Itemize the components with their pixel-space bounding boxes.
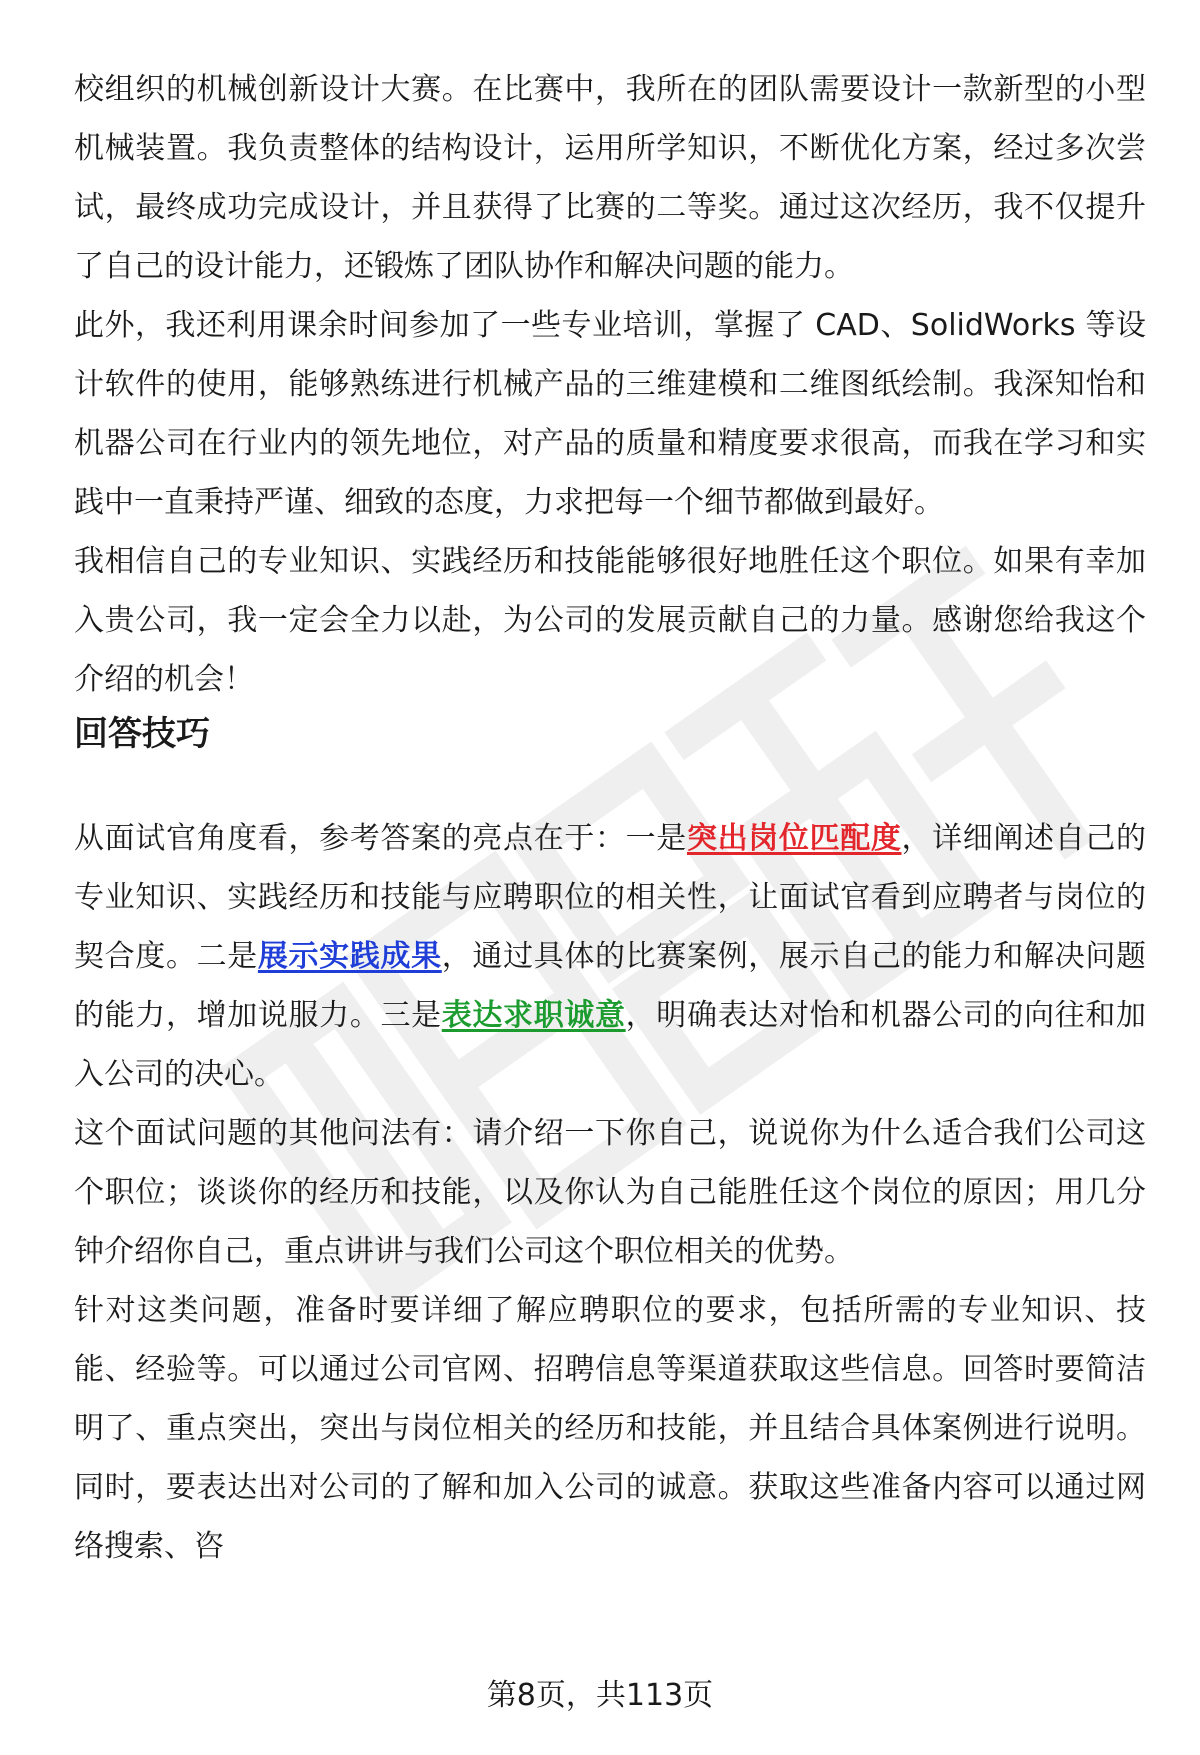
tips-paragraph-2: 这个面试问题的其他问法有：请介绍一下你自己，说说你为什么适合我们公司这个职位；谈谈你的经历和技能，以及你认为自己能胜任这个岗位的原因；用几分钟介绍你自己，重点讲讲与我们公司这个职位相关的优势。 <box>74 1116 1146 1269</box>
answer-paragraph-3: 我相信自己的专业知识、实践经历和技能能够很好地胜任这个职位。如果有幸加入贵公司，我一定会全力以赴，为公司的发展贡献自己的力量。感谢您给我这个介绍的机会！ <box>74 544 1146 697</box>
highlight-job-fit: 突出岗位匹配度 <box>686 821 902 856</box>
tips-paragraph-3: 针对这类问题，准备时要详细了解应聘职位的要求，包括所需的专业知识、技能、经验等。可以通过公司官网、招聘信息等渠道获取这些信息。回答时要简洁明了、重点突出，突出与岗位相关的经历和技能，并且结合具体案例进行说明。同时，要表达出对公司的了解和加入公司的诚意。获取这些准备内容可以通过网络搜索、咨 <box>74 1293 1146 1564</box>
tips-text-d: ，明确表达对怡和机器公司的向往和加入公司的决心。 <box>74 998 1147 1092</box>
page-number-footer: 第8页，共113页 <box>486 1678 714 1713</box>
tips-text-a: 从面试官角度看，参考答案的亮点在于：一是 <box>74 821 687 856</box>
section-heading-answer-tips: 回答技巧 <box>74 714 210 754</box>
highlight-practice-results: 展示实践成果 <box>257 939 442 974</box>
answer-paragraph-2: 此外，我还利用课余时间参加了一些专业培训，掌握了 CAD、SolidWorks 等设计软件的使用，能够熟练进行机械产品的三维建模和二维图纸绘制。我深知怡和机器公司在行业内的领先地位，对产品的质量和精度要求很高，而我在学习和实践中一直秉持严谨、细致的态度，力求把每一个细节都做到最好。 <box>74 308 1146 520</box>
tips-text-b: ，详细阐述自己的专业知识、实践经历和技能与应聘职位的相关性，让面试官看到应聘者与岗位的契合度。二是 <box>74 821 1147 974</box>
tips-paragraph-1 <box>74 809 1146 1104</box>
tips-text-c: ，通过具体的比赛案例，展示自己的能力和解决问题的能力，增加说服力。三是 <box>74 939 1147 1033</box>
answer-paragraph-1: 校组织的机械创新设计大赛。在比赛中，我所在的团队需要设计一款新型的小型机械装置。我负责整体的结构设计，运用所学知识，不断优化方案，经过多次尝试，最终成功完成设计，并且获得了比赛的二等奖。通过这次经历，我不仅提升了自己的设计能力，还锻炼了团队协作和解决问题的能力。 <box>74 72 1146 284</box>
document-body <box>74 60 1146 1576</box>
highlight-sincerity: 表达求职诚意 <box>441 998 626 1033</box>
